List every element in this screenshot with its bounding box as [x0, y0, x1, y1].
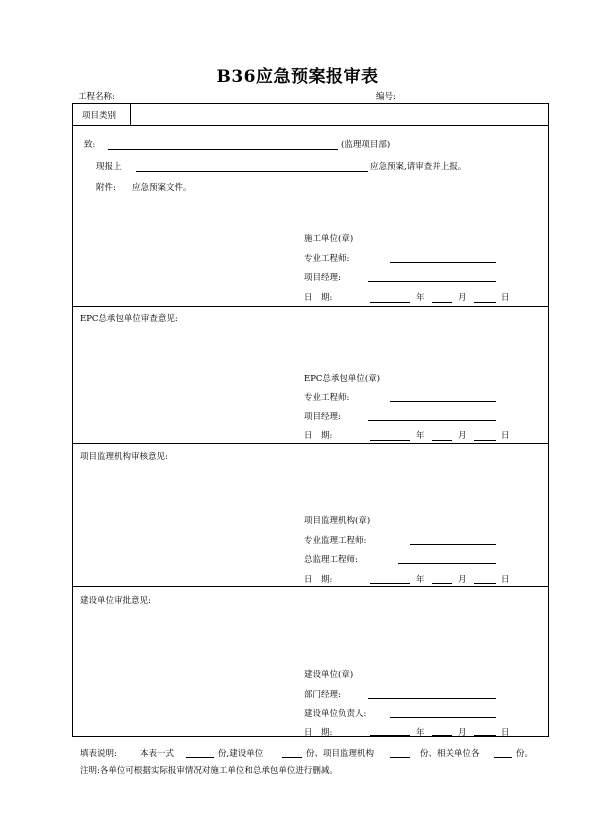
divider	[72, 586, 549, 587]
copies-total-field[interactable]	[186, 757, 214, 758]
divider	[72, 306, 549, 307]
report-suffix: 应急预案,请审查并上报。	[370, 162, 467, 172]
copies-supervision-field[interactable]	[390, 757, 410, 758]
fill-instructions-text: 份、相关单位各	[420, 749, 480, 759]
fill-instructions-text: 份,建设单位	[218, 749, 264, 759]
epc-unit-label: EPC总承包单位(章)	[304, 374, 381, 384]
divider	[72, 125, 549, 126]
report-prefix: 现报上	[96, 162, 122, 172]
month-label: 月	[458, 431, 467, 441]
fill-instructions-label: 填表说明:	[80, 749, 117, 759]
day-field[interactable]	[474, 302, 496, 303]
day-field[interactable]	[474, 583, 496, 584]
year-field[interactable]	[370, 735, 410, 736]
day-label: 日	[501, 293, 510, 303]
month-field[interactable]	[432, 440, 452, 441]
recipient-field[interactable]	[108, 149, 338, 150]
divider	[130, 103, 131, 125]
owner-rep-signature-field[interactable]	[390, 717, 496, 718]
month-field[interactable]	[432, 735, 452, 736]
month-field[interactable]	[432, 583, 452, 584]
engineer-label: 专业工程师:	[304, 254, 350, 264]
dept-manager-label: 部门经理:	[304, 690, 341, 700]
year-field[interactable]	[370, 440, 410, 441]
day-field[interactable]	[474, 440, 496, 441]
year-label: 年	[416, 293, 425, 303]
manager-label: 项目经理:	[304, 412, 341, 422]
chief-supervisor-signature-field[interactable]	[398, 563, 496, 564]
manager-signature-field[interactable]	[368, 420, 496, 421]
year-label: 年	[416, 575, 425, 585]
to-label: 致:	[84, 140, 96, 150]
construction-unit-label: 施工单位(章)	[304, 234, 354, 244]
month-field[interactable]	[432, 302, 452, 303]
engineer-signature-field[interactable]	[390, 401, 496, 402]
to-suffix: (监理项目部)	[341, 140, 391, 150]
attachment-value: 应急预案文件。	[132, 183, 192, 193]
owner-rep-label: 建设单位负责人:	[304, 709, 367, 719]
project-name-label: 工程名称:	[78, 92, 115, 102]
year-field[interactable]	[370, 302, 410, 303]
plan-name-field[interactable]	[136, 171, 368, 172]
month-label: 月	[458, 575, 467, 585]
attachment-label: 附件:	[96, 183, 116, 193]
page-title: B36应急预案报审表	[216, 67, 379, 87]
month-label: 月	[458, 293, 467, 303]
year-label: 年	[416, 431, 425, 441]
footnote: 注明:各单位可根据实际报审情况对施工单位和总承包单位进行删减。	[80, 766, 338, 776]
chief-supervisor-label: 总监理工程师:	[304, 555, 358, 565]
date-label: 日 期:	[304, 728, 333, 738]
fill-instructions-text: 份。	[516, 749, 534, 759]
day-label: 日	[501, 728, 510, 738]
day-field[interactable]	[474, 735, 496, 736]
supervising-engineer-label: 专业监理工程师:	[304, 536, 367, 546]
day-label: 日	[501, 575, 510, 585]
dept-manager-signature-field[interactable]	[368, 698, 496, 699]
month-label: 月	[458, 728, 467, 738]
owner-unit-label: 建设单位(章)	[304, 670, 354, 680]
number-label: 编号:	[376, 92, 396, 102]
manager-signature-field[interactable]	[368, 281, 496, 282]
fill-instructions-text: 份、项目监理机构	[306, 749, 375, 759]
copies-owner-field[interactable]	[282, 757, 302, 758]
supervision-review-heading: 项目监理机构审核意见:	[80, 452, 168, 462]
fill-instructions-text: 本表一式	[140, 749, 175, 759]
manager-label: 项目经理:	[304, 273, 341, 283]
day-label: 日	[501, 431, 510, 441]
project-type-label: 项目类别	[82, 111, 117, 121]
year-label: 年	[416, 728, 425, 738]
date-label: 日 期:	[304, 431, 333, 441]
engineer-label: 专业工程师:	[304, 393, 350, 403]
copies-related-field[interactable]	[494, 757, 512, 758]
year-field[interactable]	[370, 583, 410, 584]
supervision-unit-label: 项目监理机构(章)	[304, 516, 371, 526]
engineer-signature-field[interactable]	[390, 262, 496, 263]
supervising-engineer-signature-field[interactable]	[410, 544, 496, 545]
divider	[72, 443, 549, 444]
owner-approval-heading: 建设单位审批意见:	[80, 596, 151, 606]
date-label: 日 期:	[304, 293, 333, 303]
epc-review-heading: EPC总承包单位审查意见:	[80, 314, 178, 324]
date-label: 日 期:	[304, 575, 333, 585]
